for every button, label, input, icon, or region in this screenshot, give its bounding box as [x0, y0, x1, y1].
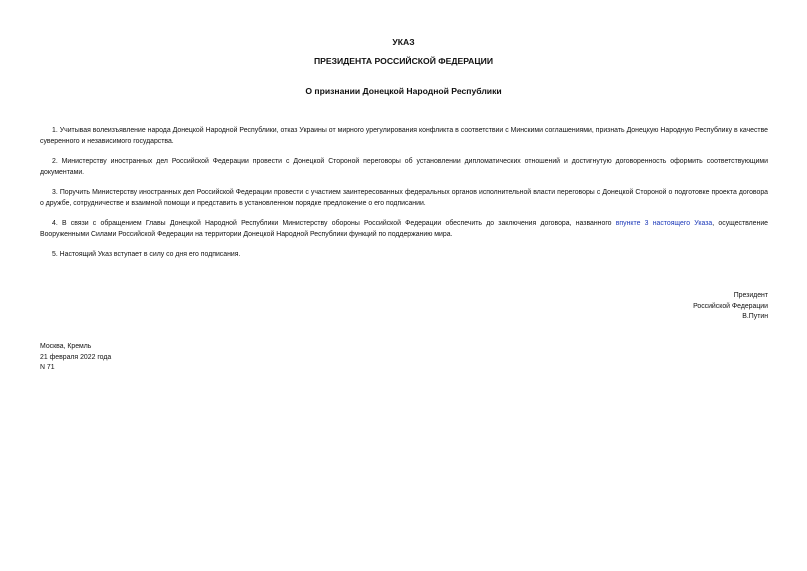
signature-name: В.Путин: [742, 313, 768, 320]
paragraph-1: 1. Учитывая волеизъявление народа Донецкой Народной Республики, отказ Украины от мирного урегулирования конфликта в соответствии с Минскими соглашениями, признать Донецкую Народную Республику в качестве суверенного и независимого государства.: [40, 127, 768, 145]
paragraph-4: [40, 218, 768, 240]
signing-place: Москва, Кремль: [40, 343, 92, 350]
paragraph-5: 5. Настоящий Указ вступает в силу со дня его подписания.: [52, 251, 241, 258]
signature-organization: Российской Федерации: [693, 302, 768, 310]
place-date-block: [40, 342, 111, 374]
paragraph-4-text-after: , осуществление Вооруженными Силами Российской Федерации на территории Донецкой Народной Республики функций по поддержанию мира.: [40, 220, 769, 238]
document-number: N 71: [40, 364, 55, 371]
reference-link-paragraph-3[interactable]: впункте 3 настоящего Указа: [615, 220, 713, 227]
signature-block: [693, 291, 768, 323]
paragraph-3: 3. Поручить Министерству иностранных дел Российской Федерации провести с участием заинтересованных федеральных органов исполнительной власти переговоры с Донецкой Стороной о подготовке проекта договора о дружбе, сотрудничестве и взаимной помощи и представить в установленном порядке предложение о его подписании.: [40, 189, 768, 207]
paragraph-2: 2. Министерству иностранных дел Российской Федерации провести с Донецкой Стороной переговоры об установлении дипломатических отношений и достигнутую договоренность оформить соответствующими документами.: [40, 158, 768, 176]
issuer-heading: ПРЕЗИДЕНТА РОССИЙСКОЙ ФЕДЕРАЦИИ: [313, 56, 494, 66]
paragraph-4-text-before: 4. В связи с обращением Главы Донецкой Народной Республики Министерству обороны Российской Федерации обеспечить до заключения договора, названного: [52, 220, 616, 227]
signature-title: Президент: [733, 292, 768, 299]
document-type-heading: УКАЗ: [392, 37, 415, 47]
signing-date: 21 февраля 2022 года: [40, 353, 112, 361]
document-title: О признании Донецкой Народной Республики: [305, 86, 502, 96]
